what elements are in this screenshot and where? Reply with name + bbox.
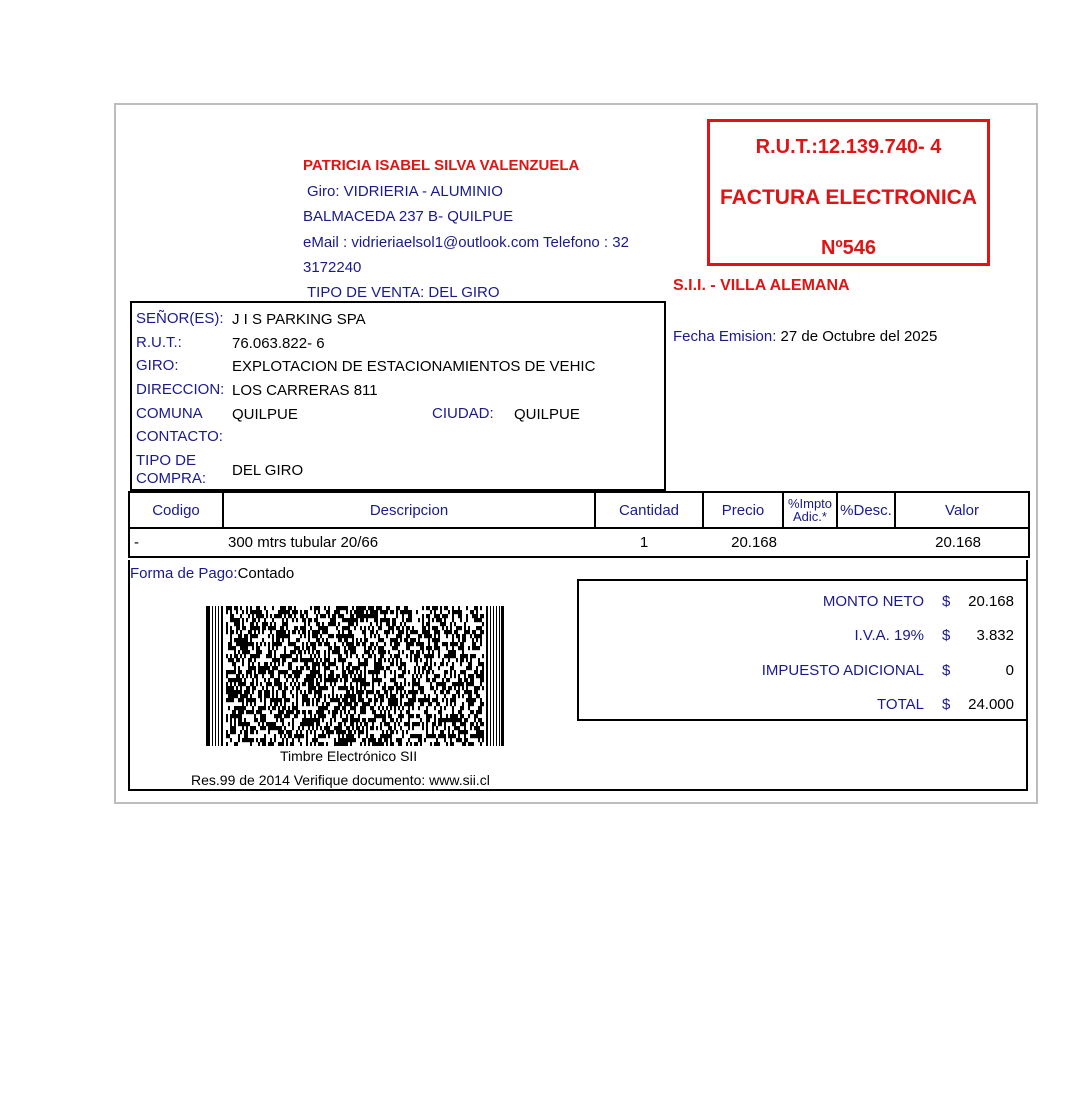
- issuer-address: BALMACEDA 237 B- QUILPUE: [303, 208, 514, 225]
- issuer-giro: Giro: VIDRIERIA - ALUMINIO: [307, 183, 503, 200]
- totals-box: [577, 579, 1028, 721]
- emission-date: [673, 328, 937, 345]
- row-codigo: -: [129, 528, 223, 557]
- payment-label: Forma de Pago:: [130, 565, 238, 582]
- client-ciudad-label: CIUDAD:: [432, 405, 494, 422]
- emission-value: 27 de Octubre del 2025: [780, 328, 938, 345]
- payment-method: [130, 565, 294, 582]
- iva-value: 3.832: [976, 627, 1014, 644]
- client-purchase-type: DEL GIRO: [232, 462, 304, 479]
- adicional-label: IMPUESTO ADICIONAL: [761, 662, 924, 679]
- client-address-label: DIRECCION:: [136, 381, 225, 398]
- header-precio: Precio: [703, 492, 783, 528]
- items-header-row: [129, 492, 1029, 528]
- issuer-contact-line1: eMail : vidrieriaelsol1@outlook.com Telefono : 32: [303, 234, 629, 251]
- row-impto: [783, 528, 837, 557]
- sii-office: S.I.I. - VILLA ALEMANA: [673, 277, 850, 294]
- document-number: Nº546: [820, 237, 877, 259]
- client-rut: 76.063.822- 6: [232, 335, 325, 352]
- totals-row-total: [579, 696, 1026, 716]
- emission-label: Fecha Emision:: [673, 328, 777, 345]
- header-impto-line1: %Impto: [787, 496, 833, 511]
- client-contact-label: CONTACTO:: [136, 428, 223, 445]
- issuer-sale-type: TIPO DE VENTA: DEL GIRO: [307, 284, 500, 301]
- client-purchase-type-label-2: COMPRA:: [136, 470, 207, 487]
- client-box: [130, 301, 666, 491]
- client-ciudad: QUILPUE: [514, 406, 580, 423]
- client-giro: EXPLOTACION DE ESTACIONAMIENTOS DE VEHIC: [232, 358, 596, 375]
- row-valor: 20.168: [895, 528, 1029, 557]
- header-codigo: Codigo: [129, 492, 223, 528]
- total-value: 24.000: [968, 696, 1014, 713]
- header-cantidad: Cantidad: [595, 492, 703, 528]
- client-rut-label: R.U.T.:: [136, 334, 182, 351]
- items-table: [128, 491, 1030, 558]
- header-impto: [783, 492, 837, 528]
- row-desc: [837, 528, 895, 557]
- adicional-currency: $: [942, 662, 951, 679]
- header-descripcion: Descripcion: [223, 492, 595, 528]
- totals-row-adicional: [579, 662, 1026, 682]
- client-name-label: SEÑOR(ES):: [136, 310, 224, 327]
- neto-currency: $: [942, 593, 951, 610]
- neto-value: 20.168: [968, 593, 1014, 610]
- iva-currency: $: [942, 627, 951, 644]
- client-comuna-label: COMUNA: [136, 405, 203, 422]
- electronic-stamp-barcode: [206, 606, 504, 746]
- payment-value: Contado: [237, 565, 295, 582]
- header-impto-line2: Adic.*: [793, 509, 827, 524]
- totals-row-neto: [579, 593, 1026, 613]
- issuer-contact-line2: 3172240: [303, 259, 362, 276]
- stamp-resolution: Res.99 de 2014 Verifique documento: www.sii.cl: [191, 772, 490, 788]
- row-descripcion: 300 mtrs tubular 20/66: [223, 528, 595, 557]
- iva-label: I.V.A. 19%: [854, 627, 924, 644]
- client-address: LOS CARRERAS 811: [232, 382, 378, 399]
- client-purchase-type-label-1: TIPO DE: [136, 452, 197, 469]
- adicional-value: 0: [1005, 662, 1014, 679]
- issuer-name: PATRICIA ISABEL SILVA VALENZUELA: [303, 157, 580, 174]
- document-type: FACTURA ELECTRONICA: [719, 186, 978, 209]
- client-giro-label: GIRO:: [136, 357, 179, 374]
- barcode-graphic: [206, 606, 504, 746]
- issuer-rut: R.U.T.:12.139.740- 4: [755, 136, 942, 158]
- totals-row-iva: [579, 627, 1026, 647]
- row-precio: 20.168: [703, 528, 783, 557]
- neto-label: MONTO NETO: [822, 593, 924, 610]
- document-id-box: [707, 119, 990, 266]
- table-row: [129, 528, 1029, 557]
- stamp-caption: Timbre Electrónico SII: [280, 748, 418, 764]
- total-currency: $: [942, 696, 951, 713]
- client-comuna: QUILPUE: [232, 406, 298, 423]
- header-valor: Valor: [895, 492, 1029, 528]
- header-desc: %Desc.: [837, 492, 895, 528]
- client-name: J I S PARKING SPA: [232, 311, 366, 328]
- total-label: TOTAL: [877, 696, 924, 713]
- row-cantidad: 1: [595, 528, 703, 557]
